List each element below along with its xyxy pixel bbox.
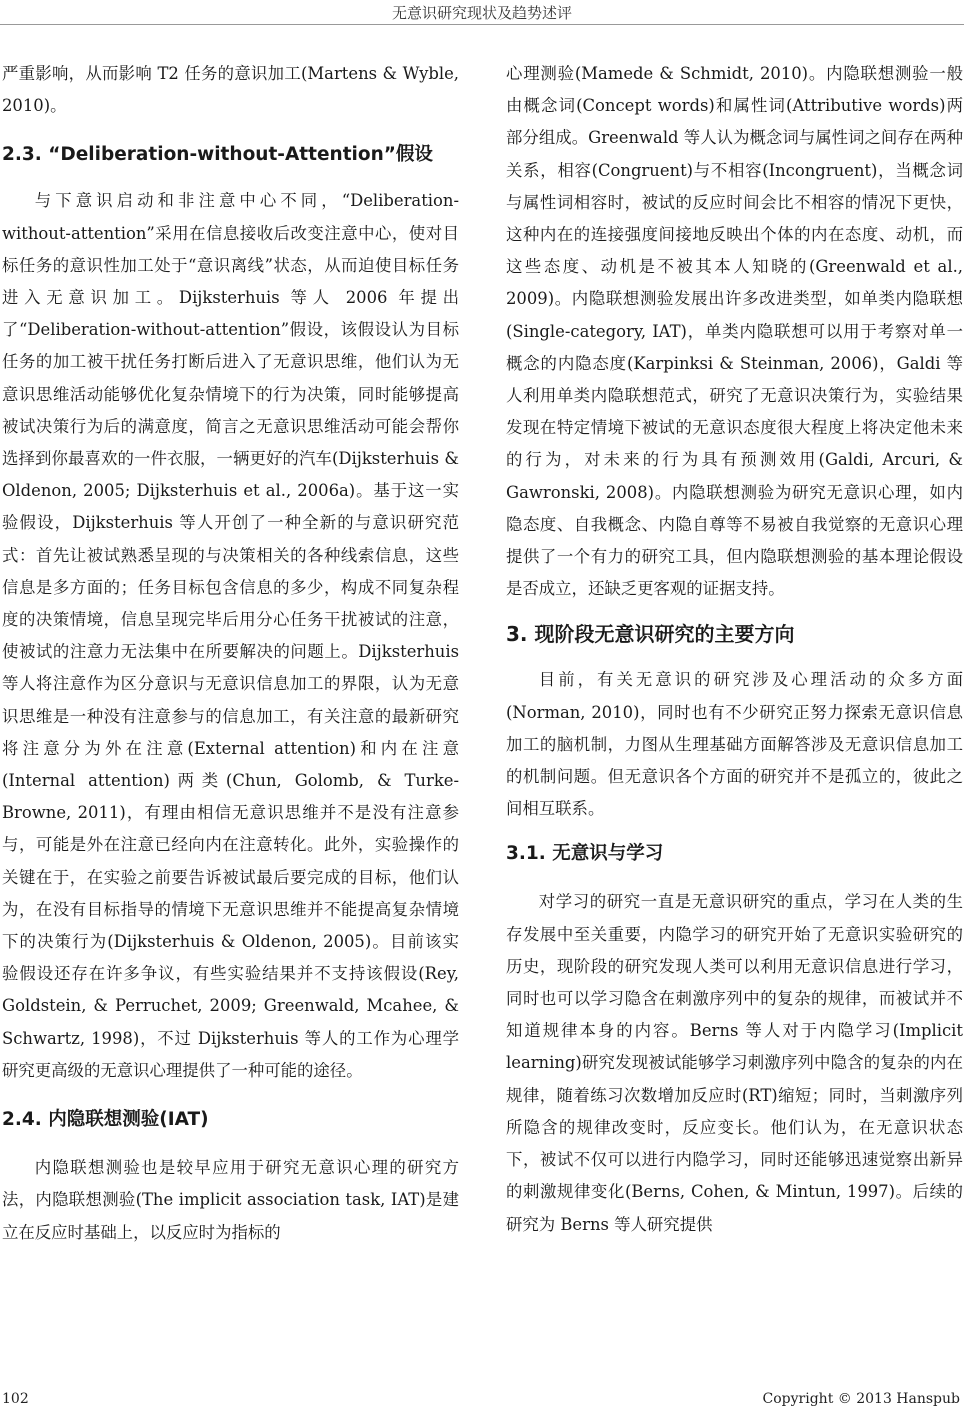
paragraph-3-1: 对学习的研究一直是无意识研究的重点，学习在人类的生存发展中至关重要，内隐学习的研究开始了无意识实验研究的历史，现阶段的研究发现人类可以利用无意识信息进行学习，同时也可以学习隐含在刺激序列中的复杂的规律，而被试并不知道规律本身的内容。Berns 等人对于内隐学习(Implicit learning)研究发现被试能够学习刺激序列中隐含的复杂的内在规律，随着练习次数增加反应时(RT)缩短；同时，当刺激序列所隐含的规律改变时，反应变长。他们认为，在无意识状态下，被试不仅可以进行内隐学习，同时还能够迅速觉察出新异的刺激规律变化(Berns, Cohen, & Mintun, 1997)。后续的研究为 Berns 等人研究提供 bbox=[506, 892, 963, 1234]
header-divider bbox=[0, 24, 964, 25]
running-header: 无意识研究现状及趋势述评 bbox=[391, 4, 572, 22]
section-heading-2-3: 2.3. “Deliberation-without-Attention”假设 bbox=[2, 144, 433, 166]
paragraph-intro: 严重影响，从而影响 T2 任务的意识加工(Martens & Wyble, 2010)。 bbox=[2, 64, 459, 116]
paragraph-2-3: 与下意识启动和非注意中心不同，“Deliberation-without-attention”采用在信息接收后改变注意中心，使对目标任务的意识性加工处于“意识离线”状态，从而迫使目标任务进入无意识加工。Dijksterhuis 等人 2006 年提出了“Deliberation-without-attention”假设，该假设认为目标任务的加工被干扰任务打断后进入了无意识思维，他们认为无意识思维活动能够优化复杂情境下的行为决策，同时能够提高被试决策行为后的满意度，简言之无意识思维活动可能会帮你选择到你最喜欢的一件衣服，一辆更好的汽车(Dijksterhuis & Oldenon, 2005; Dijksterhuis et al., 2006a)。基于这一实验假设，Dijksterhuis 等人开创了一种全新的与意识研究范式：首先让被试熟悉呈现的与决策相关的各种线索信息，这些信息是多方面的；任务目标包含信息的多少，构成不同复杂程度的决策情境，信息呈现完毕后用分心任务干扰被试的注意，使被试的注意力无法集中在所要解决的问题上。Dijksterhuis 等人将注意作为区分意识与无意识信息加工的界限，认为无意识思维是一种没有注意参与的信息加工，有关注意的最新研究将注意分为外在注意(External attention)和内在注意(Internal attention)两类(Chun, Golomb, & Turke-Browne, 2011)，有理由相信无意识思维并不是没有注意参与，可能是外在注意已经向内在注意转化。此外，实验操作的关键在于，在实验之前要告诉被试最后要完成的目标，他们认为，在没有目标指导的情境下无意识思维并不能提高复杂情境下的决策行为(Dijksterhuis & Oldenon, 2005)。目前该实验假设还存在许多争议，有些实验结果并不支持该假设(Rey, Goldstein, & Perruchet, 2009; Greenwald, Mcahee, & Schwartz, 1998)，不过 Dijksterhuis 等人的工作为心理学研究更高级的无意识心理提供了一种可能的途径。 bbox=[2, 191, 459, 1080]
copyright-notice: Copyright © 2013 Hanspub bbox=[762, 1391, 960, 1407]
section-heading-3: 3. 现阶段无意识研究的主要方向 bbox=[506, 622, 795, 647]
page-number: 102 bbox=[2, 1391, 29, 1407]
section-heading-3-1: 3.1. 无意识与学习 bbox=[506, 843, 664, 865]
right-column bbox=[506, 58, 963, 1241]
left-column bbox=[2, 58, 459, 1249]
section-heading-2-4: 2.4. 内隐联想测验(IAT) bbox=[2, 1109, 209, 1131]
paragraph-iat-continued: 心理测验(Mamede & Schmidt, 2010)。内隐联想测验一般由概念词(Concept words)和属性词(Attributive words)两部分组成。Greenwald 等人认为概念词与属性词之间存在两种关系，相容(Congruent)与不相容(Incongruent)，当概念词与属性词相容时，被试的反应时间会比不相容的情况下更快，这种内在的连接强度间接地反映出个体的内在态度、动机，而这些态度、动机是不被其本人知晓的(Greenwald et al., 2009)。内隐联想测验发展出许多改进类型，如单类内隐联想(Single-category, IAT)，单类内隐联想可以用于考察对单一概念的内隐态度(Karpinksi & Steinman, 2006)，Galdi 等人利用单类内隐联想范式，研究了无意识决策行为，实验结果发现在特定情境下被试的无意识态度很大程度上将决定他未来的行为，对未来的行为具有预测效用(Galdi, Arcuri, & Gawronski, 2008)。内隐联想测验为研究无意识心理，如内隐态度、自我概念、内隐自尊等不易被自我觉察的无意识心理提供了一个有力的研究工具，但内隐联想测验的基本理论假设是否成立，还缺乏更客观的证据支持。 bbox=[506, 64, 963, 599]
paragraph-2-4: 内隐联想测验也是较早应用于研究无意识心理的研究方法，内隐联想测验(The implicit association task, IAT)是建立在反应时基础上，以反应时为指标的 bbox=[2, 1158, 459, 1242]
paragraph-3: 目前，有关无意识的研究涉及心理活动的众多方面(Norman, 2010)，同时也有不少研究正努力探索无意识信息加工的脑机制，力图从生理基础方面解答涉及无意识信息加工的机制问题。但无意识各个方面的研究并不是孤立的，彼此之间相互联系。 bbox=[506, 670, 963, 819]
